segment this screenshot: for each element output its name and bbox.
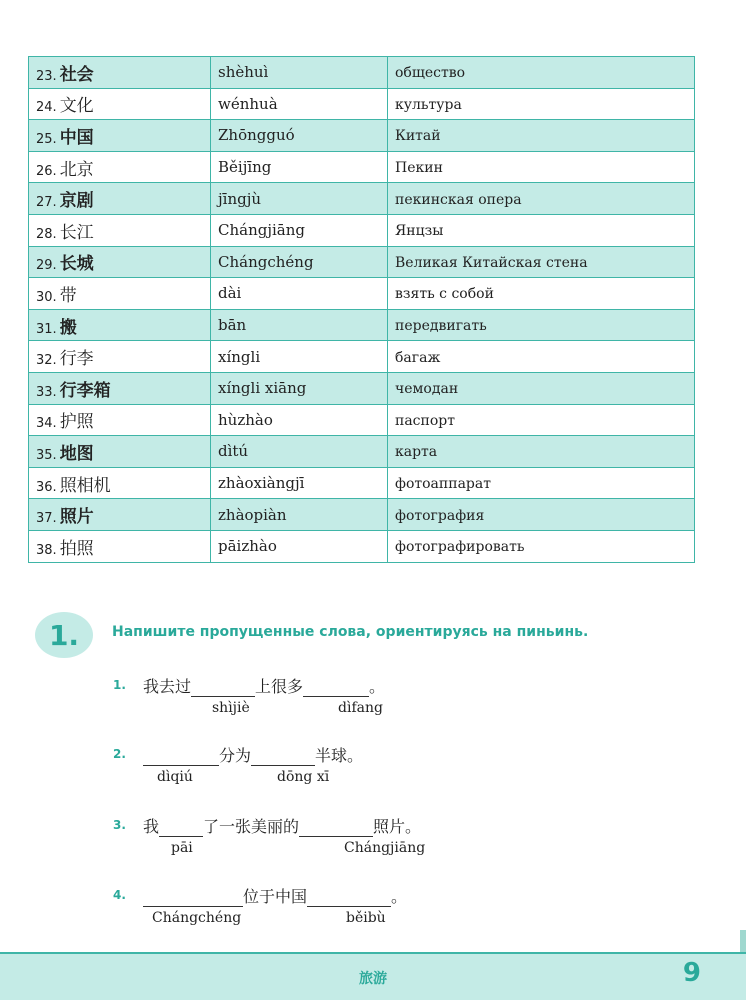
pinyin-hint-2: dōng xī: [277, 769, 330, 785]
blank-1[interactable]: [143, 747, 219, 766]
vocab-row: [29, 372, 695, 404]
pinyin-hint-2: běibù: [346, 910, 386, 926]
exercise-item: [0, 818, 746, 868]
vocab-word-cell: [29, 246, 211, 278]
vocab-translation-cell: [388, 214, 695, 246]
vocab-number: 29.: [36, 258, 57, 274]
vocab-russian: общество: [395, 65, 466, 82]
exercise-item: [0, 747, 746, 797]
vocab-row: [29, 530, 695, 562]
vocab-word-cell: [29, 183, 211, 215]
vocab-pinyin-cell: [211, 530, 388, 562]
vocab-translation-cell: [388, 530, 695, 562]
vocab-row: [29, 404, 695, 436]
vocab-word-cell: [29, 436, 211, 468]
vocab-pinyin: pāizhào: [218, 537, 277, 556]
sentence-part: 。: [369, 677, 386, 696]
pinyin-hint-1: pāi: [171, 840, 193, 856]
vocab-translation-cell: [388, 309, 695, 341]
pinyin-hint-1: Chángchéng: [152, 910, 242, 926]
vocab-russian: фотоаппарат: [395, 476, 491, 493]
vocab-hanzi: 长江: [59, 222, 94, 243]
vocab-hanzi: 行李箱: [59, 380, 111, 401]
vocab-number: 32.: [36, 353, 57, 369]
vocab-russian: фотография: [395, 507, 485, 524]
vocab-russian: Китай: [395, 128, 441, 145]
blank-2[interactable]: [303, 678, 369, 697]
sentence-part: 位于中国: [243, 887, 308, 906]
vocab-row: [29, 57, 695, 89]
vocab-number: 37.: [36, 511, 57, 527]
blank-1[interactable]: [191, 678, 255, 697]
vocab-pinyin-cell: [211, 246, 388, 278]
vocab-translation-cell: [388, 57, 695, 89]
vocab-number: 25.: [36, 131, 57, 147]
vocab-pinyin: dài: [218, 284, 242, 303]
vocab-russian: передвигать: [395, 318, 487, 335]
vocab-number: 28.: [36, 226, 57, 242]
page-edge-marker: [740, 930, 746, 952]
sentence-part: 上很多: [255, 677, 304, 696]
vocab-hanzi: 搬: [59, 317, 77, 338]
vocab-row: [29, 436, 695, 468]
item-sentence: [143, 814, 421, 837]
item-number: 4.: [113, 888, 126, 902]
item-sentence: [143, 674, 385, 697]
sentence-part: 分为: [219, 746, 252, 765]
vocab-translation-cell: [388, 372, 695, 404]
blank-2[interactable]: [299, 818, 373, 837]
vocab-number: 24.: [36, 100, 57, 116]
vocab-number: 27.: [36, 195, 57, 211]
vocab-russian: Пекин: [395, 160, 443, 177]
vocab-number: 26.: [36, 163, 57, 179]
sentence-part: 。: [391, 887, 408, 906]
vocab-hanzi: 中国: [59, 127, 94, 148]
page-number: 9: [682, 958, 701, 988]
vocab-word-cell: [29, 214, 211, 246]
vocab-hanzi: 带: [59, 285, 77, 306]
vocab-hanzi: 北京: [59, 159, 94, 180]
vocab-pinyin-cell: [211, 499, 388, 531]
vocab-translation-cell: [388, 341, 695, 373]
item-number: 3.: [113, 818, 126, 832]
vocab-pinyin-cell: [211, 214, 388, 246]
vocab-pinyin-cell: [211, 309, 388, 341]
vocab-russian: культура: [395, 96, 462, 113]
vocab-russian: Янцзы: [395, 223, 444, 240]
pinyin-hint-2: dìfang: [338, 700, 383, 716]
vocab-russian: фотографировать: [395, 539, 525, 556]
vocab-number: 33.: [36, 384, 57, 400]
vocab-pinyin-cell: [211, 120, 388, 152]
vocab-row: [29, 278, 695, 310]
vocab-pinyin-cell: [211, 404, 388, 436]
vocab-russian: Великая Китайская стена: [395, 254, 588, 271]
vocab-row: [29, 120, 695, 152]
exercise-item: [0, 888, 746, 938]
vocab-pinyin: wénhuà: [218, 94, 278, 113]
vocab-number: 23.: [36, 68, 57, 84]
vocab-row: [29, 467, 695, 499]
blank-2[interactable]: [251, 747, 315, 766]
vocab-word-cell: [29, 88, 211, 120]
sentence-part: 照片。: [373, 817, 422, 836]
vocab-pinyin: Běijīng: [218, 158, 272, 177]
vocab-hanzi: 照片: [59, 507, 94, 528]
vocab-pinyin: xíngli xiāng: [218, 379, 307, 398]
vocabulary-table: [28, 56, 695, 563]
page-footer: [0, 954, 746, 1000]
exercise-number-badge: [35, 612, 93, 658]
vocab-word-cell: [29, 530, 211, 562]
blank-1[interactable]: [143, 888, 243, 907]
sentence-part: 了一张美丽的: [203, 817, 300, 836]
vocab-translation-cell: [388, 246, 695, 278]
vocab-hanzi: 照相机: [59, 475, 111, 496]
sentence-part: 我: [143, 817, 160, 836]
blank-1[interactable]: [159, 818, 203, 837]
pinyin-hint-2: Chángjiāng: [344, 840, 426, 856]
vocab-pinyin: hùzhào: [218, 410, 273, 429]
vocab-hanzi: 地图: [59, 443, 94, 464]
vocab-word-cell: [29, 57, 211, 89]
vocab-pinyin: zhàopiàn: [218, 505, 287, 524]
vocab-pinyin-cell: [211, 467, 388, 499]
sentence-part: 我去过: [143, 677, 192, 696]
vocab-hanzi: 行李: [59, 349, 94, 370]
vocab-row: [29, 246, 695, 278]
item-sentence: [143, 884, 407, 907]
vocab-row: [29, 341, 695, 373]
vocab-number: 31.: [36, 321, 57, 337]
vocab-pinyin: dìtú: [218, 442, 249, 461]
vocab-russian: карта: [395, 444, 438, 461]
vocab-pinyin: shèhuì: [218, 63, 269, 82]
vocab-hanzi: 文化: [59, 96, 94, 117]
vocab-pinyin: zhàoxiàngjī: [218, 474, 305, 493]
vocab-pinyin-cell: [211, 183, 388, 215]
vocab-russian: паспорт: [395, 412, 455, 429]
vocab-pinyin: Chángchéng: [218, 252, 314, 271]
vocab-word-cell: [29, 372, 211, 404]
vocab-hanzi: 拍照: [59, 538, 94, 559]
vocab-word-cell: [29, 151, 211, 183]
sentence-part: 半球。: [315, 746, 364, 765]
item-sentence: [143, 743, 363, 766]
item-number: 2.: [113, 747, 126, 761]
vocab-row: [29, 499, 695, 531]
vocab-translation-cell: [388, 88, 695, 120]
vocab-russian: пекинская опера: [395, 191, 522, 208]
vocab-number: 36.: [36, 479, 57, 495]
vocab-pinyin-cell: [211, 341, 388, 373]
vocab-translation-cell: [388, 467, 695, 499]
exercise-number: 1.: [48, 618, 80, 652]
vocab-word-cell: [29, 309, 211, 341]
pinyin-hint-1: dìqiú: [157, 769, 193, 785]
vocab-number: 30.: [36, 289, 57, 305]
vocab-pinyin: bān: [218, 316, 247, 335]
vocab-hanzi: 京剧: [59, 191, 94, 212]
exercise-item: [0, 678, 746, 728]
vocab-number: 35.: [36, 447, 57, 463]
vocab-hanzi: 长城: [59, 254, 94, 275]
footer-title: 旅游: [359, 971, 387, 987]
vocab-word-cell: [29, 499, 211, 531]
vocab-word-cell: [29, 341, 211, 373]
vocab-translation-cell: [388, 404, 695, 436]
vocab-row: [29, 151, 695, 183]
vocab-hanzi: 社会: [59, 64, 94, 85]
vocab-pinyin: xíngli: [218, 347, 261, 366]
vocab-pinyin-cell: [211, 57, 388, 89]
vocab-translation-cell: [388, 151, 695, 183]
vocab-pinyin-cell: [211, 278, 388, 310]
vocab-row: [29, 309, 695, 341]
vocab-row: [29, 88, 695, 120]
vocab-russian: багаж: [395, 349, 441, 366]
blank-2[interactable]: [307, 888, 391, 907]
vocab-translation-cell: [388, 278, 695, 310]
vocab-pinyin-cell: [211, 372, 388, 404]
vocab-row: [29, 183, 695, 215]
vocab-number: 38.: [36, 542, 57, 558]
vocab-pinyin: Chángjiāng: [218, 221, 305, 240]
vocab-translation-cell: [388, 436, 695, 468]
vocab-word-cell: [29, 404, 211, 436]
exercise-instruction: Напишите пропущенные слова, ориентируясь на пиньинь.: [112, 624, 589, 640]
vocab-pinyin-cell: [211, 151, 388, 183]
vocab-word-cell: [29, 278, 211, 310]
vocab-number: 34.: [36, 416, 57, 432]
vocab-pinyin: jīngjù: [218, 189, 262, 208]
vocab-hanzi: 护照: [59, 412, 94, 433]
vocab-pinyin-cell: [211, 88, 388, 120]
vocab-pinyin-cell: [211, 436, 388, 468]
vocab-word-cell: [29, 467, 211, 499]
vocab-translation-cell: [388, 120, 695, 152]
vocab-russian: чемодан: [395, 381, 459, 398]
vocab-row: [29, 214, 695, 246]
vocab-translation-cell: [388, 499, 695, 531]
item-number: 1.: [113, 678, 126, 692]
vocab-russian: взять с собой: [395, 286, 494, 303]
vocab-word-cell: [29, 120, 211, 152]
vocab-translation-cell: [388, 183, 695, 215]
pinyin-hint-1: shìjiè: [212, 700, 250, 716]
vocab-pinyin: Zhōngguó: [218, 126, 295, 145]
